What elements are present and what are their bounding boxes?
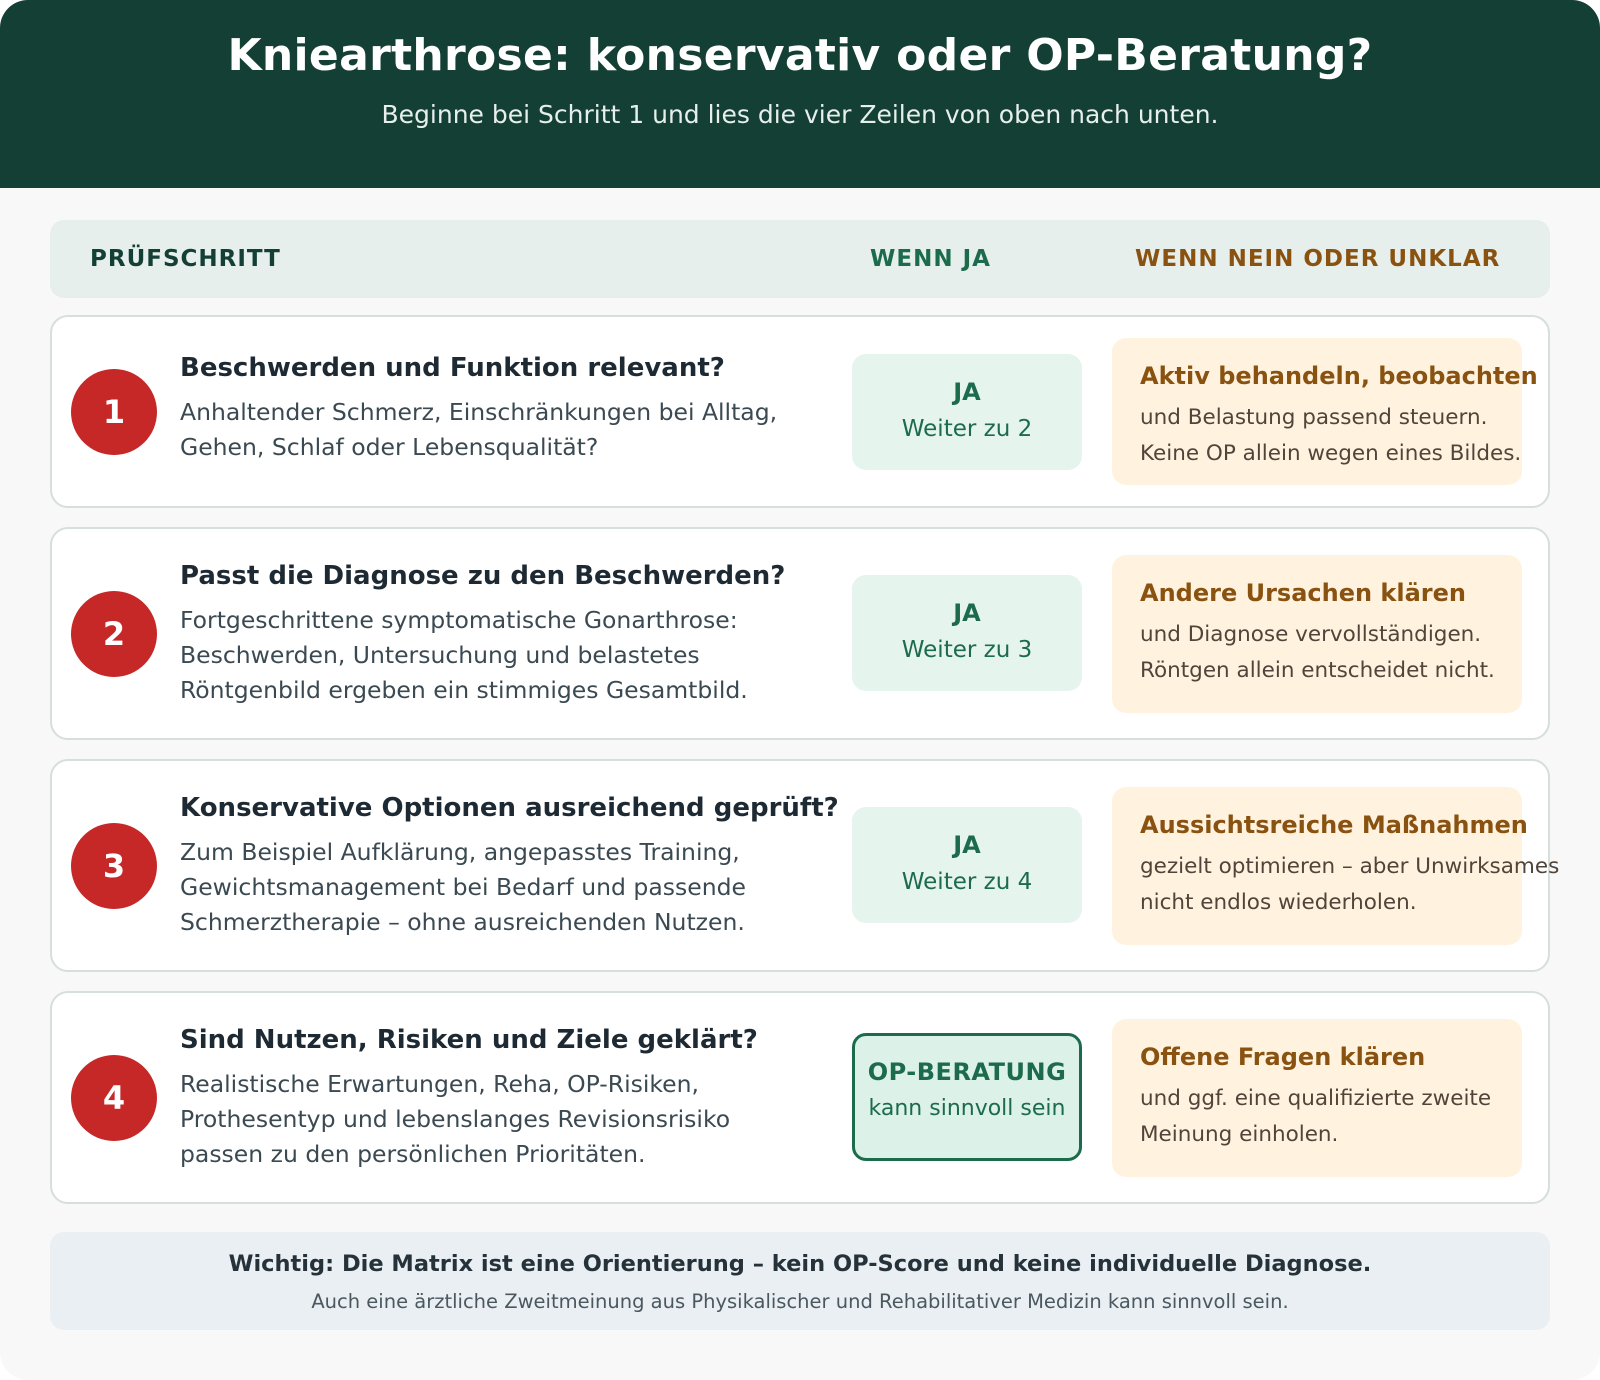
- step-description-line: passen zu den persönlichen Prioritäten.: [180, 1140, 646, 1168]
- no-outcome-text: [1140, 400, 1521, 472]
- step-question: Sind Nutzen, Risiken und Ziele geklärt?: [180, 1025, 758, 1055]
- page-subtitle: Beginne bei Schritt 1 und lies die vier Zeilen von oben nach unten.: [381, 100, 1219, 129]
- step-description-line: Schmerztherapie – ohne ausreichenden Nutzen.: [180, 908, 745, 936]
- op-consultation-box: [852, 1033, 1082, 1161]
- no-outcome-line: Meinung einholen.: [1140, 1122, 1339, 1147]
- yes-outcome-title: JA: [953, 831, 981, 859]
- step-description-line: Fortgeschrittene symptomatische Gonarthrose:: [180, 606, 738, 634]
- yes-outcome-text: Weiter zu 2: [901, 416, 1033, 442]
- yes-outcome-text: kann sinnvoll sein: [868, 1096, 1066, 1121]
- yes-outcome-box: [852, 354, 1082, 470]
- no-outcome-box: [1112, 555, 1522, 713]
- step-description-line: Gehen, Schlaf oder Lebensqualität?: [180, 433, 599, 461]
- column-header-bar: [50, 220, 1550, 298]
- yes-outcome-box: [852, 575, 1082, 691]
- yes-outcome-text: Weiter zu 4: [901, 869, 1033, 895]
- step-number-badge: 1: [71, 369, 157, 455]
- step-description: [180, 395, 830, 465]
- step-description: [180, 1067, 830, 1172]
- step-description: [180, 603, 830, 708]
- step-row-4: [50, 991, 1550, 1204]
- no-outcome-line: Keine OP allein wegen eines Bildes.: [1140, 441, 1522, 466]
- column-header-yes: WENN JA: [870, 246, 991, 272]
- no-outcome-title: Andere Ursachen klären: [1140, 579, 1467, 607]
- no-outcome-line: Röntgen allein entscheidet nicht.: [1140, 658, 1495, 683]
- step-number-badge: 2: [71, 591, 157, 677]
- footer-note: Wichtig: Die Matrix ist eine Orientierung – kein OP-Score und keine individuelle Diagnose.: [228, 1251, 1372, 1277]
- step-question: Konservative Optionen ausreichend geprüft?: [180, 793, 839, 823]
- yes-outcome-text: Weiter zu 3: [901, 637, 1033, 663]
- column-header-no: WENN NEIN ODER UNKLAR: [1135, 246, 1501, 272]
- step-description-line: Prothesentyp und lebenslanges Revisionsrisiko: [180, 1105, 731, 1133]
- no-outcome-text: [1140, 1081, 1491, 1153]
- step-description-line: Beschwerden, Untersuchung und belastetes: [180, 641, 700, 669]
- step-description-line: Röntgenbild ergeben ein stimmiges Gesamtbild.: [180, 676, 748, 704]
- header-banner: [0, 0, 1600, 188]
- step-row-2: [50, 527, 1550, 740]
- no-outcome-text: [1140, 849, 1559, 921]
- step-description-line: Anhaltender Schmerz, Einschränkungen bei Alltag,: [180, 398, 778, 426]
- no-outcome-line: und ggf. eine qualifizierte zweite: [1140, 1086, 1492, 1111]
- step-description: [180, 835, 830, 940]
- step-question: Beschwerden und Funktion relevant?: [180, 353, 725, 383]
- no-outcome-line: nicht endlos wiederholen.: [1140, 890, 1417, 915]
- column-header-step: PRÜFSCHRITT: [90, 246, 281, 272]
- page-title: Kniearthrose: konservativ oder OP-Beratung?: [227, 30, 1373, 81]
- yes-outcome-title: JA: [953, 599, 981, 627]
- no-outcome-title: Aussichtsreiche Maßnahmen: [1140, 811, 1528, 839]
- no-outcome-box: [1112, 1019, 1522, 1177]
- no-outcome-box: [1112, 338, 1538, 485]
- step-number-badge: 3: [71, 823, 157, 909]
- step-row-1: [50, 315, 1550, 508]
- step-question: Passt die Diagnose zu den Beschwerden?: [180, 561, 786, 591]
- yes-outcome-title: JA: [953, 378, 981, 406]
- yes-outcome-box: [852, 807, 1082, 923]
- footer-subnote: Auch eine ärztliche Zweitmeinung aus Physikalischer und Rehabilitativer Medizin kann sinnvoll sein.: [311, 1290, 1289, 1313]
- step-description-line: Realistische Erwartungen, Reha, OP-Risiken,: [180, 1070, 699, 1098]
- yes-outcome-title: OP-BERATUNG: [867, 1058, 1067, 1086]
- no-outcome-text: [1140, 617, 1495, 689]
- no-outcome-box: [1112, 787, 1560, 945]
- no-outcome-line: und Diagnose vervollständigen.: [1140, 622, 1482, 647]
- step-row-3: [50, 759, 1560, 972]
- step-description-line: Gewichtsmanagement bei Bedarf und passende: [180, 873, 746, 901]
- step-description-line: Zum Beispiel Aufklärung, angepasstes Training,: [180, 838, 740, 866]
- no-outcome-line: gezielt optimieren – aber Unwirksames: [1140, 854, 1560, 879]
- step-number-badge: 4: [71, 1055, 157, 1141]
- no-outcome-title: Offene Fragen klären: [1140, 1043, 1426, 1071]
- footer-note-box: [50, 1232, 1550, 1330]
- no-outcome-line: und Belastung passend steuern.: [1140, 405, 1488, 430]
- no-outcome-title: Aktiv behandeln, beobachten: [1140, 362, 1538, 390]
